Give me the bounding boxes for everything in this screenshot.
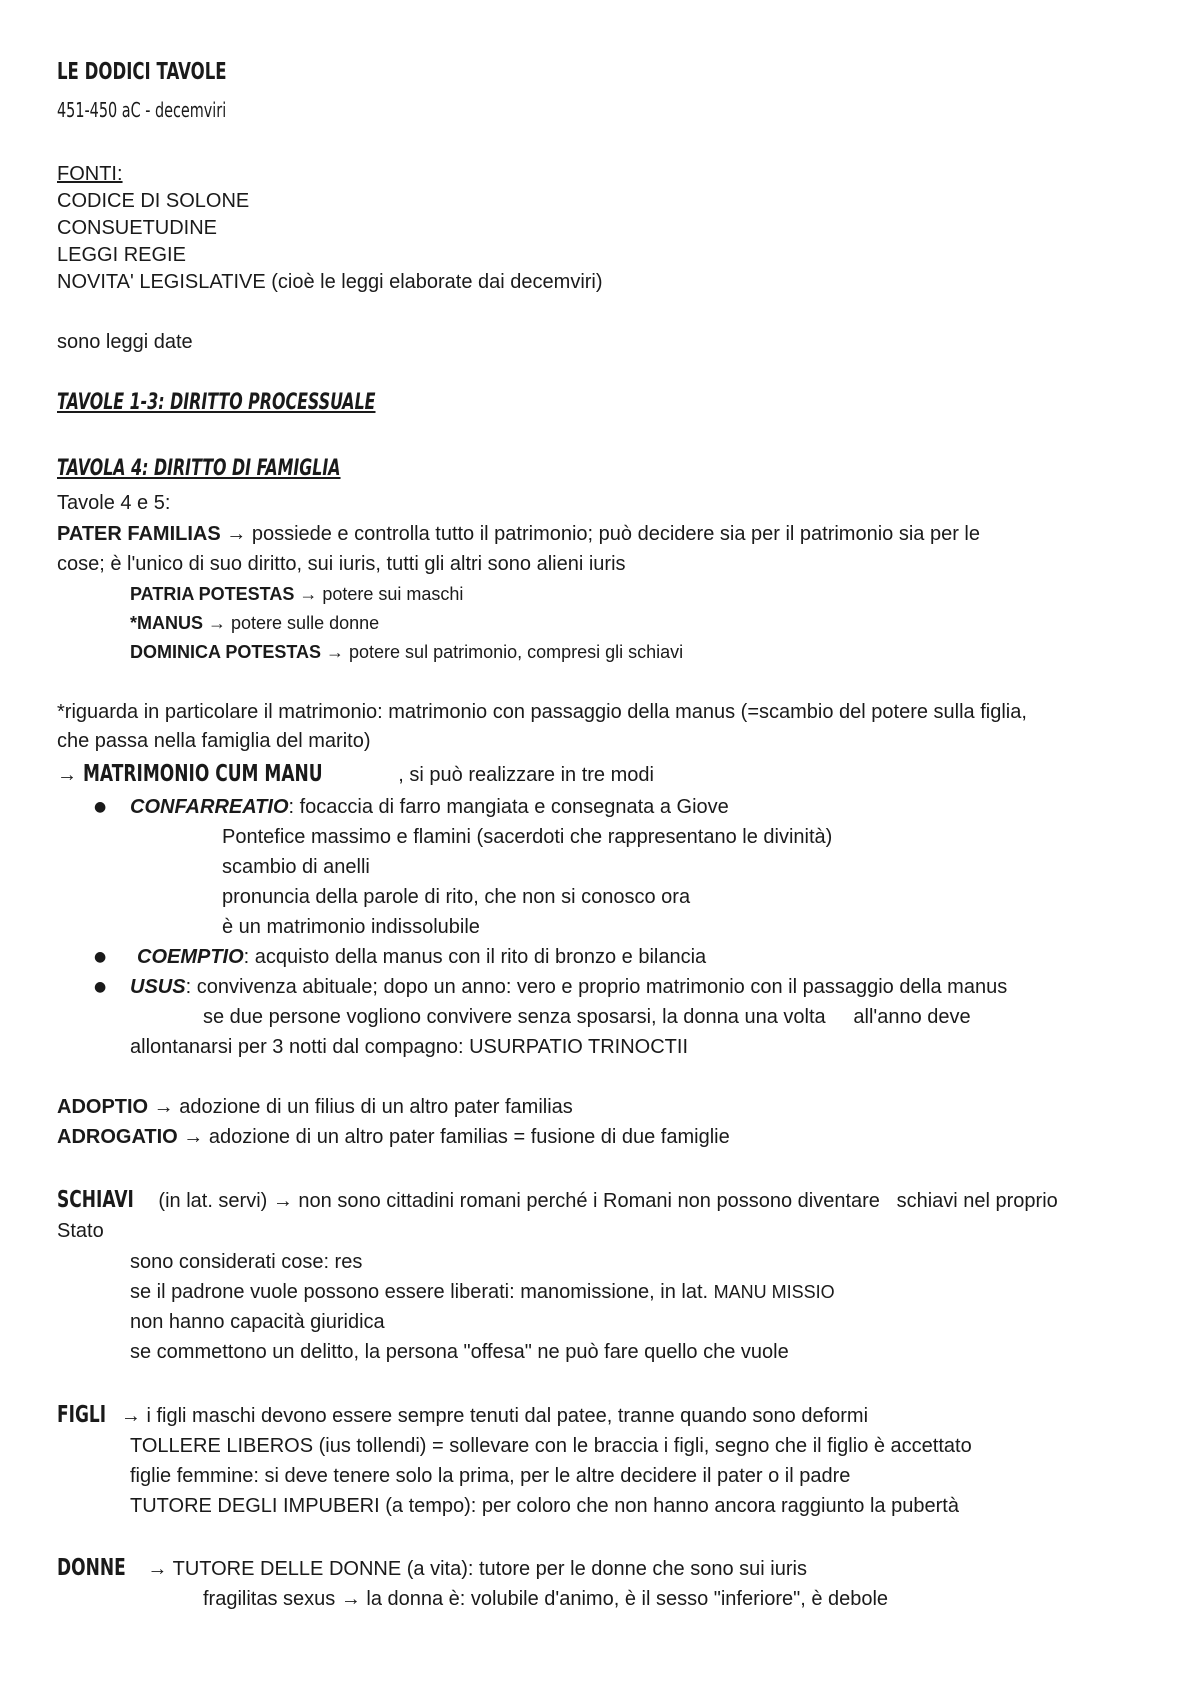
note-leggi: sono leggi date <box>57 331 193 353</box>
section-heading-processuale: TAVOLE 1-3: DIRITTO PROCESSUALE <box>57 390 376 415</box>
confarreatio-detail: pronuncia della parole di rito, che non si conosco ora <box>222 886 691 908</box>
bullet-dot-icon: ● <box>94 799 107 815</box>
pater-familias-keyword: PATER FAMILIAS <box>57 523 221 545</box>
donne-line2: fragilitas sexus → la donna è: volubile d'animo, è il sesso "inferiore", è debole <box>203 1588 889 1610</box>
fonti-item: CODICE DI SOLONE <box>57 190 250 212</box>
matrimonio-cum-manu-line: → MATRIMONIO CUM MANU , si può realizzare in tre modi <box>57 761 654 787</box>
fonti-heading: FONTI: <box>57 163 123 185</box>
tavole-label: Tavole 4 e 5: <box>57 492 171 514</box>
donne-line: DONNE → TUTORE DELLE DONNE (a vita): tutore per le donne che sono sui iuris <box>57 1555 807 1581</box>
nota-manus-line1: *riguarda in particolare il matrimonio: matrimonio con passaggio della manus (=scambio del potere sulla figlia, <box>57 701 1027 723</box>
fonti-item: LEGGI REGIE <box>57 244 186 266</box>
manu-missio-term: MANU MISSIO <box>713 1282 835 1302</box>
pater-familias-text: → possiede e controlla tutto il patrimonio; può decidere sia per il patrimonio sia per le <box>220 523 980 545</box>
document-title: LE DODICI TAVOLE <box>57 59 227 85</box>
nota-manus-line2: che passa nella famiglia del marito) <box>57 730 371 752</box>
donne-keyword: DONNE <box>57 1555 126 1581</box>
figli-line: FIGLI → i figli maschi devono essere sempre tenuti dal patee, tranne quando sono deformi <box>57 1402 869 1428</box>
figli-detail: figlie femmine: si deve tenere solo la prima, per le altre decidere il pater o il padre <box>130 1465 851 1487</box>
adoptio-line: ADOPTIO → adozione di un filius di un altro pater familias <box>57 1096 573 1118</box>
adrogatio-line: ADROGATIO → adozione di un altro pater familias = fusione di due famiglie <box>57 1126 730 1148</box>
schiavi-line2: Stato <box>57 1220 104 1242</box>
section-heading-famiglia: TAVOLA 4: DIRITTO DI FAMIGLIA <box>57 456 341 481</box>
bullet-dot-icon: ● <box>94 949 107 965</box>
schiavi-line: SCHIAVI (in lat. servi) → non sono cittadini romani perché i Romani non possono diventare schiavi nel proprio <box>57 1187 1058 1213</box>
schiavi-detail: non hanno capacità giuridica <box>130 1311 385 1333</box>
usus-line3: allontanarsi per 3 notti dal compagno: USURPATIO TRINOCTII <box>130 1036 688 1058</box>
confarreatio-detail: scambio di anelli <box>222 856 370 878</box>
bullet-dot-icon: ● <box>94 979 107 995</box>
usus-line2: se due persone vogliono convivere senza sposarsi, la donna una volta all'anno deve <box>203 1006 971 1028</box>
document-subtitle: 451-450 aC - decemviri <box>57 98 227 122</box>
schiavi-detail: se commettono un delitto, la persona "offesa" ne può fare quello che vuole <box>130 1341 789 1363</box>
coemptio-line: COEMPTIO: acquisto della manus con il rito di bronzo e bilancia <box>137 946 707 968</box>
figli-detail: TUTORE DEGLI IMPUBERI (a tempo): per coloro che non hanno ancora raggiunto la pubertà <box>130 1495 959 1517</box>
confarreatio-detail: Pontefice massimo e flamini (sacerdoti che rappresentano le divinità) <box>222 826 833 848</box>
potere-item: PATRIA POTESTAS → potere sui maschi <box>130 584 464 604</box>
fonti-item: CONSUETUDINE <box>57 217 218 239</box>
figli-keyword: FIGLI <box>57 1402 107 1428</box>
pater-familias-line <box>57 522 980 546</box>
pater-familias-line2: cose; è l'unico di suo diritto, sui iuris, tutti gli altri sono alieni iuris <box>57 553 626 575</box>
schiavi-detail: sono considerati cose: res <box>130 1251 363 1273</box>
potere-item: DOMINICA POTESTAS → potere sul patrimonio, compresi gli schiavi <box>130 642 684 662</box>
figli-detail: TOLLERE LIBEROS (ius tollendi) = sollevare con le braccia i figli, segno che il figlio è accettato <box>130 1435 972 1457</box>
usus-line: USUS: convivenza abituale; dopo un anno: vero e proprio matrimonio con il passaggio della manus <box>130 976 1008 998</box>
fonti-item: NOVITA' LEGISLATIVE (cioè le leggi elaborate dai decemviri) <box>57 271 603 293</box>
schiavi-keyword: SCHIAVI <box>57 1187 134 1213</box>
matrimonio-keyword: MATRIMONIO CUM MANU <box>82 761 323 787</box>
confarreatio-line: CONFARREATIO: focaccia di farro mangiata e consegnata a Giove <box>130 796 729 818</box>
schiavi-detail: se il padrone vuole possono essere liberati: manomissione, in lat. MANU MISSIO <box>130 1281 835 1303</box>
confarreatio-detail: è un matrimonio indissolubile <box>222 916 480 938</box>
potere-item: *MANUS → potere sulle donne <box>130 613 380 633</box>
